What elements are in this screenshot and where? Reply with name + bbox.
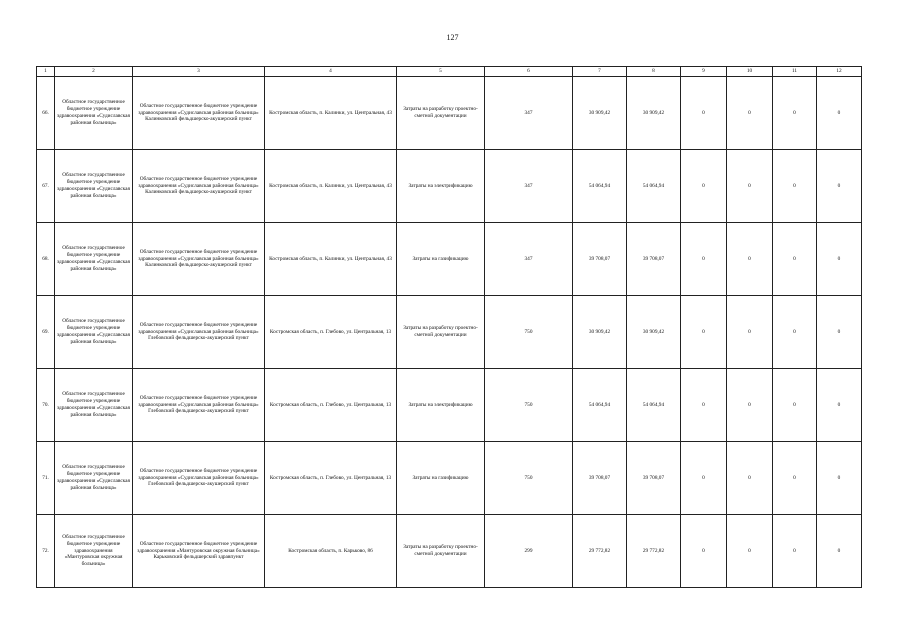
recipient-cell: Областное государственное бюджетное учреждение здравоохранения «Судиславская районная больница» [55, 442, 133, 515]
col9-cell: 0 [681, 442, 727, 515]
col8-cell: 29 772,82 [627, 515, 681, 588]
col12-cell: 0 [817, 223, 862, 296]
table-row [37, 369, 862, 442]
column-header: 9 [681, 67, 727, 77]
header-row [37, 67, 862, 77]
col6-cell: 750 [485, 369, 573, 442]
table-row [37, 150, 862, 223]
row-number: 72. [37, 515, 55, 588]
col7-cell: 54 064,94 [573, 150, 627, 223]
object-cell: Областное государственное бюджетное учреждение здравоохранения «Судиславская районная больница» Глебовский фельдшерско-акушерский пункт [133, 296, 265, 369]
column-header: 10 [727, 67, 773, 77]
column-header: 1 [37, 67, 55, 77]
col10-cell: 0 [727, 369, 773, 442]
col11-cell: 0 [773, 150, 817, 223]
purpose-cell: Затраты на разработку проектно-сметной документации [397, 296, 485, 369]
address-cell: Костромская область, п. Глебово, ул. Центральная, 13 [265, 369, 397, 442]
col12-cell: 0 [817, 369, 862, 442]
table-row [37, 515, 862, 588]
col9-cell: 0 [681, 150, 727, 223]
col6-cell: 750 [485, 296, 573, 369]
col9-cell: 0 [681, 77, 727, 150]
col7-cell: 30 909,42 [573, 296, 627, 369]
col6-cell: 347 [485, 223, 573, 296]
recipient-cell: Областное государственное бюджетное учреждение здравоохранения «Судиславская районная больница» [55, 369, 133, 442]
col10-cell: 0 [727, 150, 773, 223]
object-cell: Областное государственное бюджетное учреждение здравоохранения «Мантуровская окружная больница» Карьковский фельдшерский здравпункт [133, 515, 265, 588]
column-header: 7 [573, 67, 627, 77]
column-header: 2 [55, 67, 133, 77]
col9-cell: 0 [681, 369, 727, 442]
budget-table [36, 66, 862, 588]
object-cell: Областное государственное бюджетное учреждение здравоохранения «Судиславская районная больница» Калинковский фельдшерско-акушерский пункт [133, 77, 265, 150]
col8-cell: 30 909,42 [627, 77, 681, 150]
col8-cell: 39 708,07 [627, 223, 681, 296]
purpose-cell: Затраты на разработку проектно-сметной документации [397, 77, 485, 150]
col12-cell: 0 [817, 296, 862, 369]
column-header: 8 [627, 67, 681, 77]
object-cell: Областное государственное бюджетное учреждение здравоохранения «Судиславская районная больница» Глебовский фельдшерско-акушерский пункт [133, 369, 265, 442]
col11-cell: 0 [773, 77, 817, 150]
table-row [37, 442, 862, 515]
purpose-cell: Затраты на разработку проектно-сметной документации [397, 515, 485, 588]
object-cell: Областное государственное бюджетное учреждение здравоохранения «Судиславская районная больница» Калинковский фельдшерско-акушерский пункт [133, 150, 265, 223]
object-cell: Областное государственное бюджетное учреждение здравоохранения «Судиславская районная больница» Глебовский фельдшерско-акушерский пункт [133, 442, 265, 515]
address-cell: Костромская область, п. Калинки, ул. Центральная, 43 [265, 223, 397, 296]
col11-cell: 0 [773, 223, 817, 296]
col7-cell: 30 909,42 [573, 77, 627, 150]
row-number: 70. [37, 369, 55, 442]
col6-cell: 347 [485, 150, 573, 223]
purpose-cell: Затраты на электрификацию [397, 369, 485, 442]
table-row [37, 296, 862, 369]
recipient-cell: Областное государственное бюджетное учреждение здравоохранения «Судиславская районная больница» [55, 150, 133, 223]
recipient-cell: Областное государственное бюджетное учреждение здравоохранения «Судиславская районная больница» [55, 77, 133, 150]
purpose-cell: Затраты на газификацию [397, 223, 485, 296]
column-header: 4 [265, 67, 397, 77]
address-cell: Костромская область, п. Калинки, ул. Центральная, 43 [265, 150, 397, 223]
col12-cell: 0 [817, 442, 862, 515]
col12-cell: 0 [817, 77, 862, 150]
col9-cell: 0 [681, 515, 727, 588]
column-header: 11 [773, 67, 817, 77]
row-number: 71. [37, 442, 55, 515]
purpose-cell: Затраты на электрификацию [397, 150, 485, 223]
col6-cell: 347 [485, 77, 573, 150]
col11-cell: 0 [773, 442, 817, 515]
column-header: 3 [133, 67, 265, 77]
row-number: 67. [37, 150, 55, 223]
row-number: 69. [37, 296, 55, 369]
col7-cell: 54 064,94 [573, 369, 627, 442]
col11-cell: 0 [773, 515, 817, 588]
recipient-cell: Областное государственное бюджетное учреждение здравоохранения «Судиславская районная больница» [55, 296, 133, 369]
recipient-cell: Областное государственное бюджетное учреждение здравоохранения «Судиславская районная больница» [55, 223, 133, 296]
col12-cell: 0 [817, 150, 862, 223]
table-row [37, 223, 862, 296]
col10-cell: 0 [727, 77, 773, 150]
col8-cell: 30 909,42 [627, 296, 681, 369]
row-number: 66. [37, 77, 55, 150]
col6-cell: 299 [485, 515, 573, 588]
recipient-cell: Областное государственное бюджетное учреждение здравоохранения «Мантуровская окружная больница» [55, 515, 133, 588]
table-row [37, 77, 862, 150]
col8-cell: 54 064,94 [627, 150, 681, 223]
col7-cell: 29 772,82 [573, 515, 627, 588]
address-cell: Костромская область, п. Калинки, ул. Центральная, 43 [265, 77, 397, 150]
column-header: 12 [817, 67, 862, 77]
column-header: 6 [485, 67, 573, 77]
col6-cell: 750 [485, 442, 573, 515]
col11-cell: 0 [773, 296, 817, 369]
row-number: 68. [37, 223, 55, 296]
address-cell: Костромская область, п. Глебово, ул. Центральная, 13 [265, 442, 397, 515]
col9-cell: 0 [681, 296, 727, 369]
col12-cell: 0 [817, 515, 862, 588]
col9-cell: 0 [681, 223, 727, 296]
col8-cell: 54 064,94 [627, 369, 681, 442]
purpose-cell: Затраты на газификацию [397, 442, 485, 515]
address-cell: Костромская область, п. Глебово, ул. Центральная, 13 [265, 296, 397, 369]
page-number: 127 [446, 33, 459, 42]
col7-cell: 39 708,07 [573, 442, 627, 515]
col10-cell: 0 [727, 296, 773, 369]
col10-cell: 0 [727, 223, 773, 296]
object-cell: Областное государственное бюджетное учреждение здравоохранения «Судиславская районная больница» Калинковский фельдшерско-акушерский пункт [133, 223, 265, 296]
col7-cell: 39 708,07 [573, 223, 627, 296]
col10-cell: 0 [727, 442, 773, 515]
col10-cell: 0 [727, 515, 773, 588]
address-cell: Костромская область, п. Карьково, 86 [265, 515, 397, 588]
col11-cell: 0 [773, 369, 817, 442]
column-header: 5 [397, 67, 485, 77]
col8-cell: 39 708,07 [627, 442, 681, 515]
